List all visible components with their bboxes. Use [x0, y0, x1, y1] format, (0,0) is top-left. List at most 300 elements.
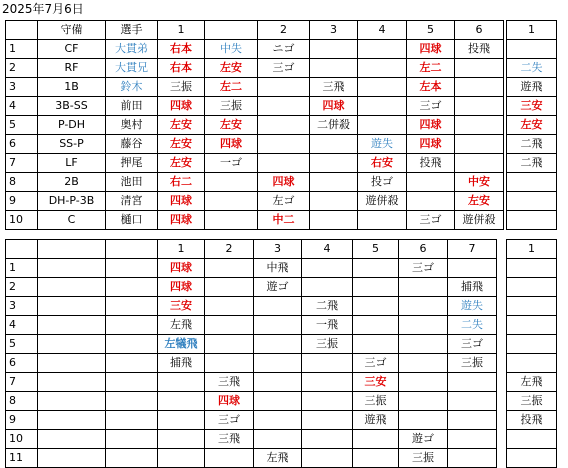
fielding-position: 2B: [38, 173, 106, 192]
fielding-position: DH-P-3B: [38, 192, 106, 211]
at-bat-result: [302, 449, 353, 468]
fielding-position: [38, 354, 106, 373]
at-bat-result: 四球: [258, 173, 310, 192]
at-bat-result: [310, 211, 358, 230]
top-column-header: [6, 21, 38, 40]
top-batting-order-row: [6, 154, 504, 173]
at-bat-result: 投飛: [407, 154, 455, 173]
at-bat-result: 三安: [353, 373, 399, 392]
at-bat-result: 遊ゴ: [399, 430, 448, 449]
batting-order-number: 9: [6, 192, 38, 211]
extra-at-bat-result: 三振: [507, 392, 557, 411]
at-bat-result: [205, 278, 254, 297]
extra-at-bat-result: 遊飛: [507, 78, 557, 97]
at-bat-result: [254, 316, 302, 335]
bottom-column-header: 2: [205, 240, 254, 259]
at-bat-result: 二併殺: [310, 116, 358, 135]
bottom-batting-order-row: [6, 430, 497, 449]
fielding-position: [38, 316, 106, 335]
top-batting-order-row: [6, 97, 504, 116]
game-date: 2025年7月6日: [2, 2, 84, 16]
at-bat-result: [455, 97, 504, 116]
fielding-position: [38, 373, 106, 392]
at-bat-result: 遊飛: [353, 411, 399, 430]
at-bat-result: [258, 78, 310, 97]
at-bat-result: 左飛: [254, 449, 302, 468]
at-bat-result: 三ゴ: [399, 259, 448, 278]
at-bat-result: 三ゴ: [448, 335, 497, 354]
player-name: 樋口: [106, 211, 158, 230]
at-bat-result: [455, 78, 504, 97]
at-bat-result: [302, 354, 353, 373]
top-column-header: [205, 21, 258, 40]
fielding-position: [38, 259, 106, 278]
at-bat-result: [358, 116, 407, 135]
player-name: 藤谷: [106, 135, 158, 154]
at-bat-result: 左安: [205, 116, 258, 135]
at-bat-result: [205, 259, 254, 278]
at-bat-result: 左二: [407, 59, 455, 78]
top-batting-order-row: [6, 192, 504, 211]
bottom-batting-order-row: [6, 373, 497, 392]
top-extra-row: [507, 116, 557, 135]
at-bat-result: [258, 135, 310, 154]
player-name: [106, 278, 158, 297]
extra-at-bat-result: [507, 192, 557, 211]
extra-at-bat-result: [507, 40, 557, 59]
fielding-position: [38, 297, 106, 316]
bottom-extra-row: [507, 449, 557, 468]
top-extra-row: [507, 59, 557, 78]
top-extra-row: [507, 97, 557, 116]
fielding-position: [38, 335, 106, 354]
at-bat-result: 左安: [158, 116, 205, 135]
top-extra-column-header: 1: [507, 21, 557, 40]
at-bat-result: 遊併殺: [358, 192, 407, 211]
top-extra-inning-table: [506, 20, 557, 230]
at-bat-result: 三安: [158, 297, 205, 316]
top-extra-row: [507, 192, 557, 211]
extra-at-bat-result: 左飛: [507, 373, 557, 392]
at-bat-result: 四球: [407, 116, 455, 135]
top-batting-order-row: [6, 135, 504, 154]
bottom-column-header: [38, 240, 106, 259]
extra-at-bat-result: [507, 278, 557, 297]
bottom-extra-row: [507, 392, 557, 411]
bottom-batting-order-row: [6, 259, 497, 278]
top-batting-order-row: [6, 78, 504, 97]
at-bat-result: 左安: [158, 154, 205, 173]
at-bat-result: [254, 354, 302, 373]
at-bat-result: 一飛: [302, 316, 353, 335]
at-bat-result: [205, 297, 254, 316]
top-column-header: 1: [158, 21, 205, 40]
fielding-position: 3B-SS: [38, 97, 106, 116]
at-bat-result: 三ゴ: [258, 59, 310, 78]
batting-order-number: 6: [6, 135, 38, 154]
at-bat-result: [407, 192, 455, 211]
at-bat-result: [358, 97, 407, 116]
at-bat-result: [158, 392, 205, 411]
at-bat-result: [310, 173, 358, 192]
top-extra-row: [507, 154, 557, 173]
at-bat-result: [448, 392, 497, 411]
at-bat-result: 三振: [353, 392, 399, 411]
at-bat-result: [158, 449, 205, 468]
top-batting-order-row: [6, 211, 504, 230]
player-name: [106, 392, 158, 411]
at-bat-result: [353, 449, 399, 468]
batting-order-number: 6: [6, 354, 38, 373]
at-bat-result: [353, 259, 399, 278]
player-name: 前田: [106, 97, 158, 116]
at-bat-result: [399, 297, 448, 316]
at-bat-result: [254, 297, 302, 316]
batting-order-number: 9: [6, 411, 38, 430]
fielding-position: P-DH: [38, 116, 106, 135]
extra-at-bat-result: 二飛: [507, 154, 557, 173]
bottom-column-header: [106, 240, 158, 259]
at-bat-result: 四球: [158, 259, 205, 278]
fielding-position: CF: [38, 40, 106, 59]
bottom-extra-row: [507, 316, 557, 335]
at-bat-result: 四球: [158, 278, 205, 297]
extra-at-bat-result: [507, 335, 557, 354]
bottom-column-header: 3: [254, 240, 302, 259]
bottom-extra-column-header: 1: [507, 240, 557, 259]
at-bat-result: [399, 411, 448, 430]
at-bat-result: 左安: [205, 59, 258, 78]
at-bat-result: 右本: [158, 40, 205, 59]
bottom-extra-row: [507, 373, 557, 392]
bottom-batting-order-row: [6, 297, 497, 316]
at-bat-result: 四球: [158, 192, 205, 211]
at-bat-result: [353, 316, 399, 335]
at-bat-result: [399, 354, 448, 373]
at-bat-result: [254, 335, 302, 354]
at-bat-result: 右本: [158, 59, 205, 78]
batting-order-number: 3: [6, 297, 38, 316]
fielding-position: LF: [38, 154, 106, 173]
at-bat-result: [455, 135, 504, 154]
at-bat-result: [205, 192, 258, 211]
at-bat-result: [455, 154, 504, 173]
at-bat-result: [448, 449, 497, 468]
top-extra-row: [507, 40, 557, 59]
player-name: 奥村: [106, 116, 158, 135]
at-bat-result: [455, 59, 504, 78]
at-bat-result: 四球: [158, 211, 205, 230]
at-bat-result: [302, 430, 353, 449]
at-bat-result: [254, 411, 302, 430]
extra-at-bat-result: [507, 449, 557, 468]
at-bat-result: 三振: [448, 354, 497, 373]
at-bat-result: [254, 373, 302, 392]
at-bat-result: 左安: [455, 192, 504, 211]
top-extra-row: [507, 135, 557, 154]
bottom-extra-inning-table: [506, 239, 557, 468]
fielding-position: [38, 430, 106, 449]
at-bat-result: [302, 411, 353, 430]
at-bat-result: 四球: [158, 97, 205, 116]
bottom-column-header: 4: [302, 240, 353, 259]
bottom-column-header: 6: [399, 240, 448, 259]
fielding-position: [38, 449, 106, 468]
at-bat-result: 一ゴ: [205, 154, 258, 173]
fielding-position: C: [38, 211, 106, 230]
at-bat-result: [258, 116, 310, 135]
at-bat-result: 三飛: [310, 78, 358, 97]
at-bat-result: 四球: [205, 135, 258, 154]
at-bat-result: 左安: [158, 135, 205, 154]
at-bat-result: [258, 97, 310, 116]
bottom-column-header: 5: [353, 240, 399, 259]
batting-order-number: 7: [6, 154, 38, 173]
at-bat-result: 中飛: [254, 259, 302, 278]
player-name: 鈴木: [106, 78, 158, 97]
player-name: [106, 430, 158, 449]
at-bat-result: [448, 430, 497, 449]
top-column-header: 選手: [106, 21, 158, 40]
at-bat-result: 左飛: [158, 316, 205, 335]
at-bat-result: 遊失: [358, 135, 407, 154]
player-name: 大貫弟: [106, 40, 158, 59]
batting-order-number: 5: [6, 116, 38, 135]
top-scorecard-table: [5, 20, 504, 230]
extra-at-bat-result: [507, 354, 557, 373]
extra-at-bat-result: 投飛: [507, 411, 557, 430]
top-batting-order-row: [6, 173, 504, 192]
at-bat-result: [399, 316, 448, 335]
at-bat-result: [310, 192, 358, 211]
at-bat-result: 左本: [407, 78, 455, 97]
at-bat-result: 左ゴ: [258, 192, 310, 211]
at-bat-result: [310, 59, 358, 78]
at-bat-result: 四球: [310, 97, 358, 116]
at-bat-result: 捕飛: [448, 278, 497, 297]
at-bat-result: [254, 392, 302, 411]
batting-order-number: 1: [6, 40, 38, 59]
top-column-header: 2: [258, 21, 310, 40]
batting-order-number: 10: [6, 430, 38, 449]
at-bat-result: 右二: [158, 173, 205, 192]
player-name: [106, 316, 158, 335]
batting-order-number: 5: [6, 335, 38, 354]
at-bat-result: [302, 392, 353, 411]
at-bat-result: 捕飛: [158, 354, 205, 373]
at-bat-result: 三ゴ: [407, 97, 455, 116]
at-bat-result: 三振: [205, 97, 258, 116]
fielding-position: RF: [38, 59, 106, 78]
bottom-extra-row: [507, 297, 557, 316]
top-header-row: [6, 21, 504, 40]
at-bat-result: [353, 297, 399, 316]
at-bat-result: [399, 392, 448, 411]
bottom-batting-order-row: [6, 335, 497, 354]
player-name: [106, 373, 158, 392]
fielding-position: 1B: [38, 78, 106, 97]
bottom-batting-order-row: [6, 411, 497, 430]
batting-order-number: 7: [6, 373, 38, 392]
at-bat-result: 遊併殺: [455, 211, 504, 230]
at-bat-result: [358, 40, 407, 59]
at-bat-result: [399, 335, 448, 354]
bottom-column-header: 1: [158, 240, 205, 259]
player-name: [106, 297, 158, 316]
at-bat-result: [205, 354, 254, 373]
bottom-extra-row: [507, 278, 557, 297]
at-bat-result: [358, 59, 407, 78]
player-name: [106, 449, 158, 468]
at-bat-result: 二失: [448, 316, 497, 335]
bottom-extra-header-row: [507, 240, 557, 259]
top-batting-order-row: [6, 40, 504, 59]
at-bat-result: [302, 259, 353, 278]
at-bat-result: [158, 373, 205, 392]
at-bat-result: 中二: [258, 211, 310, 230]
fielding-position: [38, 411, 106, 430]
extra-at-bat-result: [507, 173, 557, 192]
at-bat-result: 三ゴ: [407, 211, 455, 230]
bottom-column-header: [6, 240, 38, 259]
top-column-header: 6: [455, 21, 504, 40]
at-bat-result: 三飛: [205, 373, 254, 392]
at-bat-result: [302, 373, 353, 392]
at-bat-result: [353, 335, 399, 354]
extra-at-bat-result: 左安: [507, 116, 557, 135]
player-name: 押尾: [106, 154, 158, 173]
bottom-batting-order-row: [6, 449, 497, 468]
bottom-batting-order-row: [6, 392, 497, 411]
at-bat-result: [205, 316, 254, 335]
player-name: 清宮: [106, 192, 158, 211]
bottom-extra-row: [507, 259, 557, 278]
at-bat-result: [205, 449, 254, 468]
bottom-header-row: [6, 240, 497, 259]
at-bat-result: 遊失: [448, 297, 497, 316]
at-bat-result: [358, 78, 407, 97]
at-bat-result: [358, 211, 407, 230]
bottom-extra-row: [507, 335, 557, 354]
top-column-header: 3: [310, 21, 358, 40]
top-batting-order-row: [6, 59, 504, 78]
at-bat-result: 投飛: [455, 40, 504, 59]
at-bat-result: [205, 211, 258, 230]
at-bat-result: [353, 430, 399, 449]
top-column-header: 4: [358, 21, 407, 40]
at-bat-result: [448, 259, 497, 278]
batting-order-number: 2: [6, 59, 38, 78]
extra-at-bat-result: [507, 259, 557, 278]
fielding-position: [38, 278, 106, 297]
top-extra-row: [507, 173, 557, 192]
bottom-scorecard-table: [5, 239, 497, 468]
bottom-batting-order-row: [6, 278, 497, 297]
at-bat-result: [158, 430, 205, 449]
at-bat-result: [158, 411, 205, 430]
at-bat-result: [205, 173, 258, 192]
batting-order-number: 8: [6, 173, 38, 192]
at-bat-result: [353, 278, 399, 297]
batting-order-number: 4: [6, 316, 38, 335]
at-bat-result: [310, 135, 358, 154]
at-bat-result: [407, 173, 455, 192]
extra-at-bat-result: 二飛: [507, 135, 557, 154]
player-name: [106, 354, 158, 373]
bottom-extra-row: [507, 430, 557, 449]
bottom-batting-order-row: [6, 354, 497, 373]
top-column-header: 守備: [38, 21, 106, 40]
top-column-header: 5: [407, 21, 455, 40]
at-bat-result: [310, 40, 358, 59]
at-bat-result: 中失: [205, 40, 258, 59]
batting-order-number: 3: [6, 78, 38, 97]
at-bat-result: [455, 116, 504, 135]
batting-order-number: 8: [6, 392, 38, 411]
fielding-position: SS-P: [38, 135, 106, 154]
at-bat-result: 右安: [358, 154, 407, 173]
bottom-extra-row: [507, 411, 557, 430]
at-bat-result: 三ゴ: [205, 411, 254, 430]
at-bat-result: [310, 154, 358, 173]
at-bat-result: [399, 373, 448, 392]
player-name: [106, 335, 158, 354]
at-bat-result: [448, 373, 497, 392]
at-bat-result: 四球: [205, 392, 254, 411]
top-extra-header-row: [507, 21, 557, 40]
at-bat-result: 遊ゴ: [254, 278, 302, 297]
at-bat-result: 投ゴ: [358, 173, 407, 192]
bottom-extra-row: [507, 354, 557, 373]
batting-order-number: 4: [6, 97, 38, 116]
extra-at-bat-result: [507, 316, 557, 335]
at-bat-result: [254, 430, 302, 449]
at-bat-result: 三振: [158, 78, 205, 97]
at-bat-result: [205, 335, 254, 354]
at-bat-result: 左二: [205, 78, 258, 97]
extra-at-bat-result: [507, 211, 557, 230]
at-bat-result: 三振: [399, 449, 448, 468]
extra-at-bat-result: [507, 297, 557, 316]
at-bat-result: 三飛: [205, 430, 254, 449]
at-bat-result: 左犠飛: [158, 335, 205, 354]
fielding-position: [38, 392, 106, 411]
at-bat-result: 三振: [302, 335, 353, 354]
batting-order-number: 1: [6, 259, 38, 278]
batting-order-number: 11: [6, 449, 38, 468]
at-bat-result: 三ゴ: [353, 354, 399, 373]
top-extra-row: [507, 78, 557, 97]
bottom-batting-order-row: [6, 316, 497, 335]
player-name: 大貫兄: [106, 59, 158, 78]
player-name: 池田: [106, 173, 158, 192]
at-bat-result: [302, 278, 353, 297]
extra-at-bat-result: [507, 430, 557, 449]
player-name: [106, 411, 158, 430]
at-bat-result: 四球: [407, 40, 455, 59]
batting-order-number: 10: [6, 211, 38, 230]
top-extra-row: [507, 211, 557, 230]
at-bat-result: 四球: [407, 135, 455, 154]
extra-at-bat-result: 二失: [507, 59, 557, 78]
at-bat-result: 中安: [455, 173, 504, 192]
at-bat-result: [258, 154, 310, 173]
at-bat-result: [399, 278, 448, 297]
at-bat-result: 二飛: [302, 297, 353, 316]
extra-at-bat-result: 三安: [507, 97, 557, 116]
batting-order-number: 2: [6, 278, 38, 297]
top-batting-order-row: [6, 116, 504, 135]
